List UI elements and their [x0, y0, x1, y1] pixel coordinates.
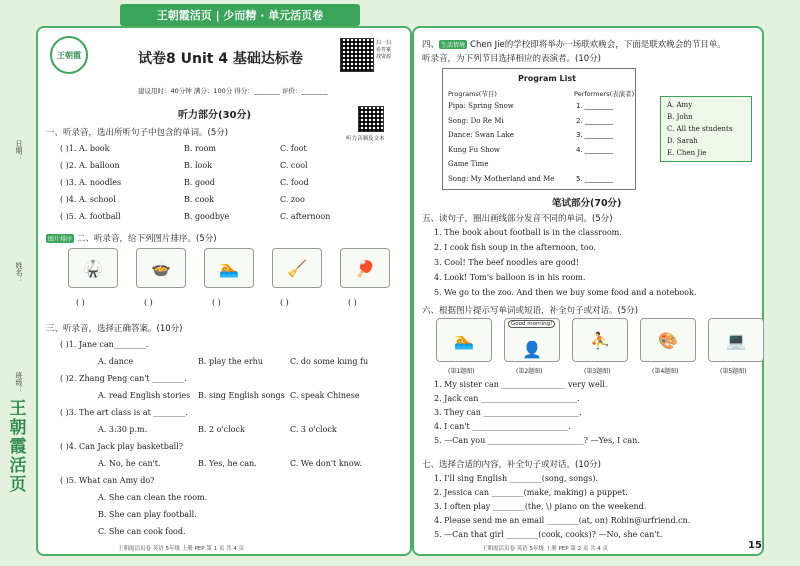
q4-title-line2: 听录音，为下列节目选择相应的表演者。(10分) [422, 54, 601, 64]
performer-slot-2[interactable]: 2. ________ [576, 116, 613, 125]
q2-answer-3[interactable]: ( ) [212, 298, 221, 307]
picture-basketball: ⛹ [572, 318, 628, 362]
q3-item-1-opt-c[interactable]: C. do some kung fu [290, 357, 369, 366]
q3-item-1: ( )1. Jane can________. [60, 340, 149, 349]
q3-item-4-opt-c[interactable]: C. We don't know. [290, 459, 363, 468]
q5-sentence-3: 3. Cool! The beef noodles are good! [434, 258, 579, 267]
program-list-title: Program List [518, 74, 576, 83]
q1-row-3-b[interactable]: B. good [184, 178, 215, 187]
q2-answer-1[interactable]: ( ) [76, 298, 85, 307]
q1-row-2-c[interactable]: C. cool [280, 161, 308, 170]
q4-title-text: Chen Jie的学校即将举办一场联欢晚会，下面是联欢晚会的节目单。 [470, 40, 726, 50]
page-number: 15 [748, 540, 762, 551]
q3-item-5-b[interactable]: B. She can play football. [98, 510, 197, 519]
q3-item-3: ( )3. The art class is at ________. [60, 408, 188, 417]
q6-caption-4: (第4题图) [652, 368, 679, 375]
spine-brand: 王朝霞活页 [9, 399, 27, 495]
q7-title: 七、选择合适的内容，补全句子或对话。(10分) [422, 460, 601, 470]
q1-row-1-c[interactable]: C. foot [280, 144, 307, 153]
q6-caption-5: (第5题图) [720, 368, 747, 375]
meta-line: 建议用时：40分钟 满分：100分 得分：________ 评价：________ [138, 87, 328, 95]
answer-qr-code[interactable] [340, 38, 374, 72]
program-6: Song: My Motherland and Me [448, 174, 555, 183]
performer-c: C. All the students [667, 125, 733, 133]
performer-b: B. John [667, 113, 693, 121]
q3-item-1-opt-b[interactable]: B. play the erhu [198, 357, 263, 366]
q1-row-3-c[interactable]: C. food [280, 178, 309, 187]
picture-cleaning: 🧹 [272, 248, 322, 288]
q3-item-2: ( )2. Zhang Peng can't ________. [60, 374, 187, 383]
left-page [36, 26, 412, 556]
q5-sentence-1: 1. The book about football is in the classroom. [434, 228, 622, 237]
q6-caption-1: (第1题图) [448, 368, 475, 375]
picture-ping-pong: 🏓 [340, 248, 390, 288]
brand-logo: 王朝霞 [50, 36, 88, 74]
q3-item-3-opt-c[interactable]: C. 3 o'clock [290, 425, 337, 434]
q7-line-4[interactable]: 4. Please send me an email ________(at, on) Robin@urfriend.cn. [434, 516, 691, 525]
q6-line-1[interactable]: 1. My sister can ________________ very well. [434, 380, 608, 389]
q7-line-3[interactable]: 3. I often play ________(the, \) piano on the weekend. [434, 502, 647, 511]
q6-line-4[interactable]: 4. I can't ________________________. [434, 422, 571, 431]
q7-line-5[interactable]: 5. —Can that girl ________(cook, cooks)? —No, she can't. [434, 530, 663, 539]
q1-row-3-a[interactable]: ( )3. A. noodles [60, 178, 122, 187]
q3-item-2-opt-b[interactable]: B. sing English songs [198, 391, 285, 400]
qr-caption: 扫一扫 看答案 找资源 [376, 40, 392, 60]
performer-slot-1[interactable]: 1. ________ [576, 102, 613, 110]
q3-item-3-opt-b[interactable]: B. 2 o'clock [198, 425, 245, 434]
q5-sentence-5: 5. We go to the zoo. And then we buy some food and a notebook. [434, 288, 697, 297]
series-banner: 王朝霞活页 | 少而精 · 单元活页卷 [120, 4, 360, 26]
page-title: 试卷8 Unit 4 基础达标卷 [138, 51, 303, 67]
q2-tag: 图片排序 [48, 236, 73, 243]
picture-swim: 🏊 [436, 318, 492, 362]
footer-left: 王朝霞活页卷 英语 5年级 上册 PEP 第 1 页 共 4 页 [118, 546, 245, 552]
q5-sentence-4: 4. Look! Tom's balloon is in his room. [434, 273, 586, 282]
name-label: 姓名： [15, 262, 23, 283]
picture-greeting: 👤 [504, 318, 560, 362]
program-3: Dance: Swan Lake [448, 131, 514, 139]
q2-answer-4[interactable]: ( ) [280, 298, 289, 307]
program-5: Game Time [448, 160, 489, 168]
date-label: 日期： [15, 140, 23, 161]
program-4: Kung Fu Show [448, 145, 500, 154]
performer-e: E. Chen Jie [667, 149, 707, 157]
listening-qr-caption: 听力音频及文本 [346, 136, 385, 142]
q1-row-1-a[interactable]: ( )1. A. book [60, 144, 110, 153]
q3-item-4: ( )4. Can Jack play basketball? [60, 442, 183, 451]
q2-answer-5[interactable]: ( ) [348, 298, 357, 307]
picture-kung-fu: 🥋 [68, 248, 118, 288]
performer-slot-5[interactable]: 5. ________ [576, 174, 613, 183]
program-list-box [442, 68, 636, 190]
q1-row-4-b[interactable]: B. cook [184, 195, 214, 204]
program-1: Pipa: Spring Snow [448, 102, 514, 110]
q3-item-5-c[interactable]: C. She can cook food. [98, 527, 186, 536]
q3-item-4-opt-b[interactable]: B. Yes, he can. [198, 459, 257, 468]
q1-row-2-b[interactable]: B. look [184, 161, 213, 170]
q3-item-5-a[interactable]: A. She can clean the room. [98, 493, 208, 502]
q6-caption-3: (第3题图) [584, 368, 611, 375]
picture-swimming: 🏊 [204, 248, 254, 288]
q2-title [46, 232, 217, 244]
q4-tag: 生活情境 [441, 42, 466, 49]
q5-sentence-2: 2. I cook fish soup in the afternoon, too. [434, 243, 596, 252]
q4-num: 四、 [422, 40, 440, 50]
q6-title: 六、根据图片提示写单词或短语，补全句子或对话。(5分) [422, 306, 639, 316]
q2-title-text: 二、听录音，给下列图片排序。(5分) [77, 234, 217, 244]
q1-row-2-a[interactable]: ( )2. A. balloon [60, 161, 120, 170]
performer-a: A. Amy [667, 101, 693, 109]
picture-computer: 💻 [708, 318, 764, 362]
performer-slot-4[interactable]: 4. ________ [576, 145, 613, 154]
picture-drawing: 🎨 [640, 318, 696, 362]
q3-item-1-opt-a[interactable]: A. dance [98, 357, 134, 366]
q1-row-5-a[interactable]: ( )5. A. football [60, 212, 121, 221]
q1-row-5-b[interactable]: B. goodbye [184, 212, 230, 221]
q6-line-3[interactable]: 3. They can ________________________. [434, 408, 582, 417]
q3-item-3-opt-a[interactable]: A. 3:30 p.m. [98, 425, 148, 434]
performer-d: D. Sarah [667, 137, 698, 145]
q2-answer-2[interactable]: ( ) [144, 298, 153, 307]
listening-qr-code[interactable] [358, 106, 384, 132]
q1-row-1-b[interactable]: B. room [184, 144, 217, 153]
q4-title [422, 38, 726, 50]
performer-slot-3[interactable]: 3. ________ [576, 131, 613, 139]
writing-section-title: 笔试部分(70分) [552, 198, 622, 209]
q3-item-5: ( )5. What can Amy do? [60, 476, 155, 485]
q7-line-1[interactable]: 1. I'll sing English ________(song, songs). [434, 474, 599, 483]
speech-bubble: Good morning! [508, 320, 555, 328]
performers-box [660, 96, 752, 162]
q1-row-5-c[interactable]: C. afternoon [280, 212, 331, 221]
q6-caption-2: (第2题图) [516, 368, 543, 375]
q5-title: 五、读句子，圈出画线部分发音不同的单词。(5分) [422, 214, 613, 224]
q3-item-4-opt-a[interactable]: A. No, he can't. [98, 459, 161, 468]
q3-title: 三、听录音，选择正确答案。(10分) [46, 324, 183, 334]
q3-item-2-opt-c[interactable]: C. speak Chinese [290, 391, 360, 400]
class-label: 班级： [15, 372, 23, 393]
q6-line-2[interactable]: 2. Jack can ________________________. [434, 394, 580, 403]
q3-item-2-opt-a[interactable]: A. read English stories [98, 391, 191, 400]
listening-section-title: 听力部分(30分) [178, 110, 252, 121]
q1-row-4-c[interactable]: C. zoo [280, 195, 305, 204]
programs-header: Programs(节目) [448, 90, 497, 98]
footer-right: 王朝霞活页卷 英语 5年级 上册 PEP 第 2 页 共 4 页 [482, 546, 609, 552]
q1-row-4-a[interactable]: ( )4. A. school [60, 195, 116, 204]
program-2: Song: Do Re Mi [448, 116, 504, 125]
q6-line-5[interactable]: 5. —Can you ________________________? —Yes, I can. [434, 436, 640, 445]
q7-line-2[interactable]: 2. Jessica can ________(make, making) a puppet. [434, 488, 628, 497]
performers-header: Performers(表演者) [574, 90, 635, 98]
picture-cooking: 🍲 [136, 248, 186, 288]
q1-title: 一、听录音，选出所听句子中包含的单词。(5分) [46, 128, 229, 138]
